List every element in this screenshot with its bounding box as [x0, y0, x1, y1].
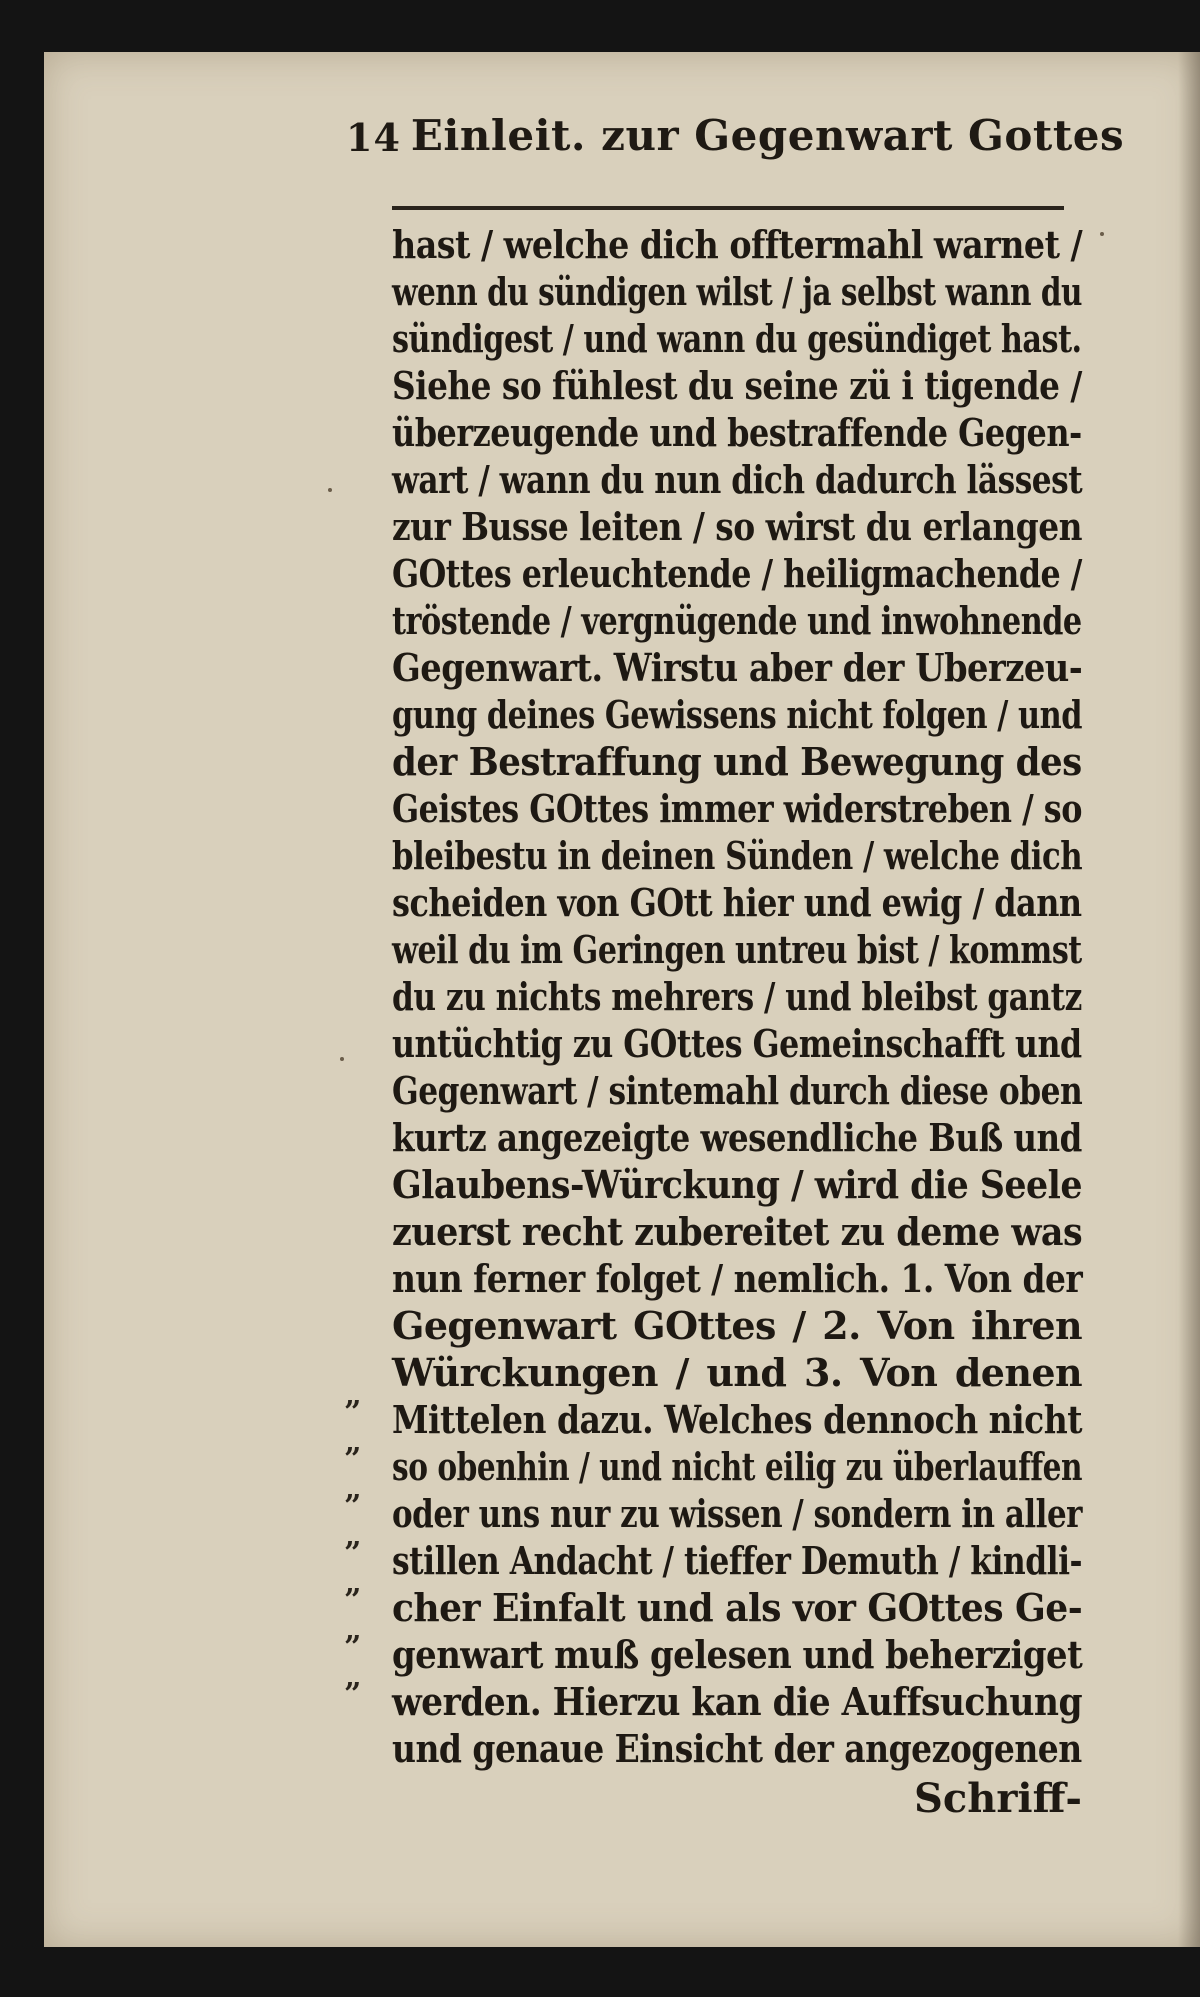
paper-speck [328, 488, 332, 492]
quote-mark: ” [344, 1536, 361, 1571]
text-line [392, 692, 1092, 739]
line-text: Gegenwart. Wirstu aber der Uberzeu- [392, 645, 1083, 690]
body-text [344, 222, 1092, 1773]
text-line [392, 645, 1092, 692]
text-line [392, 410, 1092, 457]
line-text: du zu nichts mehrers / und bleibst gantz [392, 974, 1082, 1019]
line-text: so obenhin / und nicht eilig zu überlauffen [392, 1444, 1083, 1489]
line-text: wenn du sündigen wilst / ja selbst wann du [392, 269, 1083, 314]
line-text: gung deines Gewissens nicht folgen / und [392, 692, 1083, 737]
running-head: Einleit. zur Gegenwart Gottes [410, 111, 1125, 160]
line-text: zuerst recht zubereitet zu deme was [392, 1209, 1083, 1254]
text-line [392, 504, 1092, 551]
text-line [344, 1489, 1092, 1538]
line-text: Glaubens-Würckung / wird die Seele [392, 1162, 1082, 1207]
text-line [392, 1021, 1092, 1068]
text-line [392, 786, 1092, 833]
text-line [392, 222, 1092, 269]
line-text: stillen Andacht / tieffer Demuth / kindli- [392, 1538, 1083, 1583]
line-text: nun ferner folget / nemlich. 1. Von der [392, 1256, 1083, 1301]
text-line [392, 1162, 1092, 1209]
text-line [392, 316, 1092, 363]
line-text: hast / welche dich offtermahl warnet / [392, 222, 1083, 267]
catchword: Schriff- [914, 1775, 1083, 1822]
text-line [392, 1115, 1092, 1162]
header-rule [392, 206, 1064, 210]
line-text: tröstende / vergnügende und inwohnende [392, 598, 1082, 643]
text-line [344, 1677, 1092, 1726]
page-header [346, 102, 1125, 160]
line-text: untüchtig zu GOttes Gemeinschafft und [392, 1021, 1082, 1066]
text-line [392, 1068, 1092, 1115]
line-text: zur Busse leiten / so wirst du erlangen [392, 504, 1083, 549]
line-text: scheiden von GOtt hier und ewig / dann [392, 880, 1082, 925]
text-line [392, 833, 1092, 880]
line-text: wart / wann du nun dich dadurch lässest [392, 457, 1083, 502]
text-line [344, 1442, 1092, 1491]
line-text: GOttes erleuchtende / heiligmachende / [392, 551, 1082, 596]
line-text: Gegenwart / sintemahl durch diese oben [392, 1068, 1083, 1113]
line-text: cher Einfalt und als vor GOttes Ge- [392, 1585, 1083, 1630]
text-line [392, 551, 1092, 598]
page-number: 14 [346, 115, 401, 160]
text-line [344, 1583, 1092, 1632]
line-text: überzeugende und bestraffende Gegen- [392, 410, 1082, 455]
line-text: Würckungen / und 3. Von denen [392, 1350, 1083, 1395]
text-line [392, 927, 1092, 974]
paper-speck [1100, 232, 1104, 236]
line-text: oder uns nur zu wissen / sondern in aller [392, 1491, 1082, 1536]
text-line [392, 1256, 1092, 1303]
text-line [392, 363, 1092, 410]
text-line [392, 457, 1092, 504]
text-line [392, 269, 1092, 316]
line-text: Siehe so fühlest du seine zü i tigende / [392, 363, 1082, 408]
line-text: der Bestraffung und Bewegung des [392, 739, 1082, 784]
text-line [344, 1630, 1092, 1679]
quote-mark: ” [344, 1395, 361, 1430]
line-text: sündigest / und wann du gesündiget hast. [392, 316, 1082, 361]
text-line [344, 1395, 1092, 1444]
line-text: weil du im Geringen untreu bist / kommst [392, 927, 1082, 972]
quote-mark: ” [344, 1630, 361, 1665]
paper-speck [340, 1057, 344, 1061]
text-line [392, 1303, 1092, 1350]
text-line [392, 1209, 1092, 1256]
text-line [392, 1726, 1092, 1773]
line-text: Gegenwart GOttes / 2. Von ihren [392, 1303, 1082, 1348]
quote-mark: ” [344, 1442, 361, 1477]
text-line [392, 974, 1092, 1021]
text-line [392, 1350, 1092, 1397]
text-line [392, 598, 1092, 645]
quote-mark: ” [344, 1583, 361, 1618]
line-text: und genaue Einsicht der angezogenen [392, 1726, 1082, 1771]
line-text: Geistes GOttes immer widerstreben / so [392, 786, 1082, 831]
line-text: Mittelen dazu. Welches dennoch nicht [392, 1397, 1082, 1442]
text-line [392, 880, 1092, 927]
line-text: genwart muß gelesen und beherziget [392, 1632, 1083, 1677]
line-text: kurtz angezeigte wesendliche Buß und [392, 1115, 1082, 1160]
line-text: bleibestu in deinen Sünden / welche dich [392, 833, 1083, 878]
text-line [392, 739, 1092, 786]
text-line [344, 1536, 1092, 1585]
line-text: werden. Hierzu kan die Auffsuchung [392, 1679, 1083, 1724]
quote-mark: ” [344, 1677, 361, 1712]
quote-mark: ” [344, 1489, 361, 1524]
